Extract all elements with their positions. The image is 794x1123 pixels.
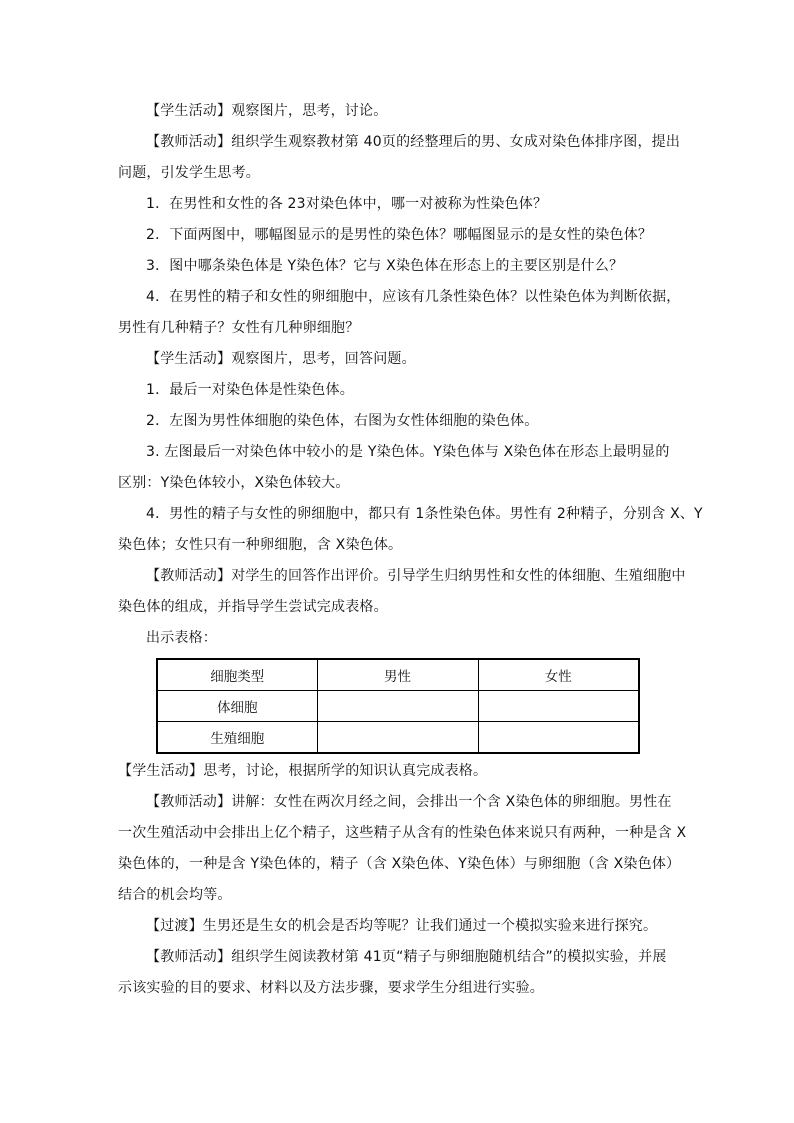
question-4: 4．在男性的精子和女性的卵细胞中，应该有几条性染色体？以性染色体为判断依据，	[146, 289, 681, 305]
table-row	[157, 722, 639, 754]
paragraph-teacher-explanation-cont-2: 染色体的，一种是含 Y染色体的，精子（含 X染色体、Y染色体）与卵细胞（含 X染色体）	[118, 856, 681, 872]
answer-3-cont: 区别：Y染色体较小，X染色体较大。	[118, 475, 350, 491]
paragraph-student-activity-1: 【学生活动】观察图片，思考，讨论。	[146, 103, 388, 119]
table-cell-empty	[317, 722, 478, 754]
question-1: 1．在男性和女性的各 23对染色体中，哪一对被称为性染色体？	[146, 196, 548, 212]
paragraph-teacher-explanation-cont-3: 结合的机会均等。	[118, 887, 232, 903]
answer-4: 4．男性的精子与女性的卵细胞中，都只有 1条性染色体。男性有 2种精子，分别含 X、Y	[146, 506, 703, 522]
table-row-label: 生殖细胞	[157, 722, 317, 754]
paragraph-teacher-activity-3: 【教师活动】组织学生阅读教材第 41页“精子与卵细胞随机结合”的模拟实验，并展	[146, 949, 667, 965]
table-header-cell: 女性	[478, 659, 639, 691]
answer-1: 1．最后一对染色体是性染色体。	[146, 382, 354, 398]
paragraph-transition: 【过渡】生男还是生女的机会是否均等呢？让我们通过一个模拟实验来进行探究。	[146, 918, 658, 934]
paragraph-teacher-activity-2-cont: 染色体的组成，并指导学生尝试完成表格。	[118, 599, 388, 615]
table-intro: 出示表格：	[146, 630, 217, 646]
table-header-cell: 男性	[317, 659, 478, 691]
table-cell-empty	[478, 722, 639, 754]
table-header-cell: 细胞类型	[157, 659, 317, 691]
paragraph-teacher-activity-3-cont: 示该实验的目的要求、材料以及方法步骤，要求学生分组进行实验。	[118, 980, 544, 996]
table-row	[157, 691, 639, 722]
table-row-label: 体细胞	[157, 691, 317, 722]
table-cell-empty	[478, 691, 639, 722]
paragraph-teacher-activity-2: 【教师活动】对学生的回答作出评价。引导学生归纳男性和女性的体细胞、生殖细胞中	[146, 568, 686, 584]
question-2: 2．下面两图中，哪幅图显示的是男性的染色体？哪幅图显示的是女性的染色体？	[146, 227, 653, 243]
question-3: 3．图中哪条染色体是 Y染色体？它与 X染色体在形态上的主要区别是什么？	[146, 258, 624, 274]
question-4-cont: 男性有几种精子？女性有几种卵细胞？	[118, 320, 360, 336]
paragraph-student-activity-3: 【学生活动】思考，讨论，根据所学的知识认真完成表格。	[118, 763, 488, 779]
answer-2: 2．左图为男性体细胞的染色体，右图为女性体细胞的染色体。	[146, 413, 539, 429]
table-header-row	[157, 659, 639, 691]
cell-type-table	[156, 658, 640, 754]
paragraph-teacher-activity-1-cont: 问题，引发学生思考。	[118, 165, 260, 181]
paragraph-teacher-explanation: 【教师活动】讲解：女性在两次月经之间，会排出一个含 X染色体的卵细胞。男性在	[146, 794, 672, 810]
answer-3: 3. 左图最后一对染色体中较小的是 Y染色体。Y染色体与 X染色体在形态上最明显的	[146, 444, 670, 460]
paragraph-teacher-explanation-cont-1: 一次生殖活动中会排出上亿个精子，这些精子从含有的性染色体来说只有两种，一种是含 X	[118, 825, 687, 841]
paragraph-teacher-activity-1: 【教师活动】组织学生观察教材第 40页的经整理后的男、女成对染色体排序图，提出	[146, 134, 681, 150]
answer-4-cont: 染色体；女性只有一种卵细胞，含 X染色体。	[118, 537, 403, 553]
table-cell-empty	[317, 691, 478, 722]
paragraph-student-activity-2: 【学生活动】观察图片，思考，回答问题。	[146, 351, 416, 367]
